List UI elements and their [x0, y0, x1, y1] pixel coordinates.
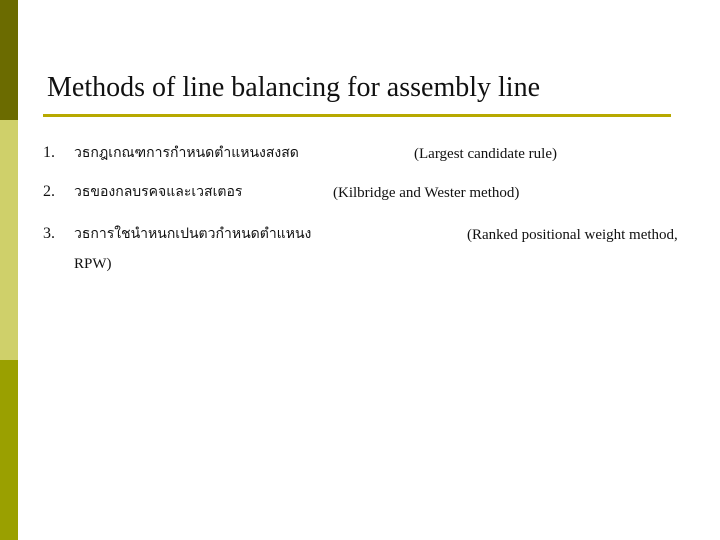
left-band-bottom — [0, 360, 18, 540]
method-item-ranked-positional-weight — [43, 224, 703, 280]
method-thai-text: วธของกลบรคจและเวสเตอร — [74, 184, 243, 200]
method-thai-text: วธการใชนำหนกเปนตวกำหนดตำแหนง — [74, 226, 312, 242]
method-thai-text: วธกฎเกณฑการกำหนดตำแหนงสงสด — [74, 145, 299, 161]
left-band-middle — [0, 120, 18, 360]
method-number: 3. — [43, 225, 55, 242]
method-item-kilbridge-wester — [43, 182, 683, 202]
method-item-largest-candidate-rule — [43, 143, 683, 163]
method-english-continuation: RPW) — [74, 256, 112, 272]
slide-title: Methods of line balancing for assembly line — [47, 72, 540, 103]
method-number: 2. — [43, 183, 55, 200]
method-english-text: (Kilbridge and Wester method) — [333, 185, 520, 201]
left-band-top — [0, 0, 18, 120]
method-english-text: (Largest candidate rule) — [414, 146, 557, 162]
title-underline — [43, 114, 671, 117]
method-english-text: (Ranked positional weight method, — [467, 227, 678, 243]
method-number: 1. — [43, 144, 55, 161]
